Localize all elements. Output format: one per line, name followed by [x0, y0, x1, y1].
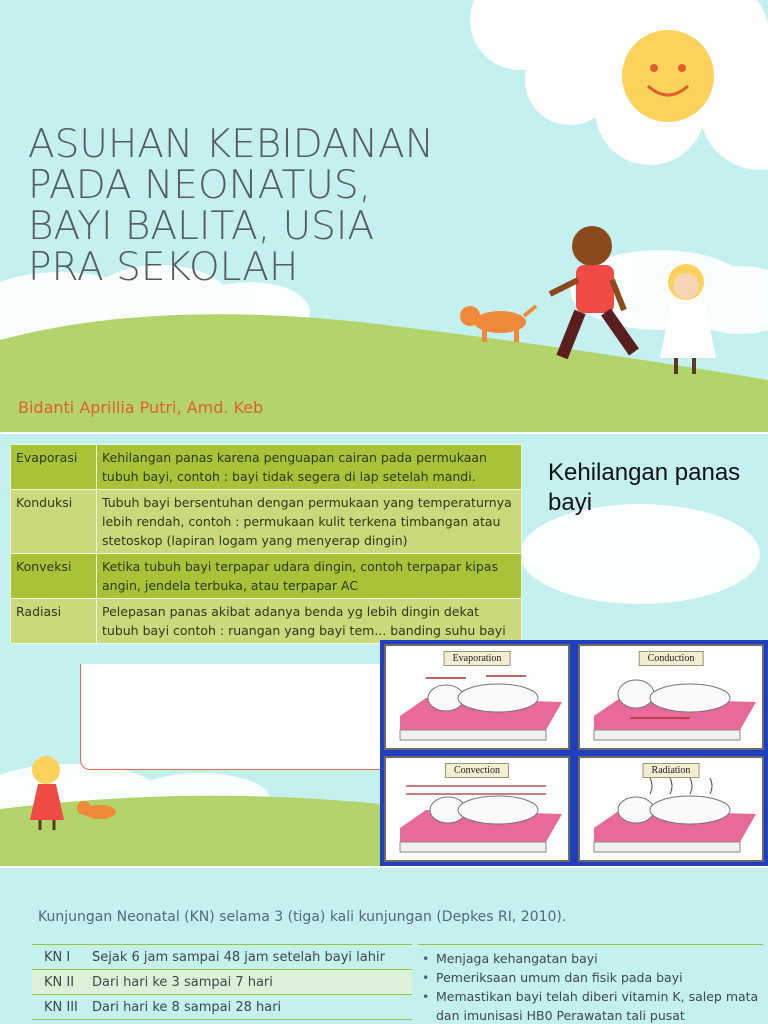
photo-label: Radiation — [643, 763, 700, 778]
visit-code: KN III — [32, 995, 86, 1020]
table-row — [11, 554, 522, 599]
list-item: • Menjaga kehangatan bayi — [418, 949, 763, 968]
title-line: ASUHAN KEBIDANAN — [28, 122, 434, 167]
table-row — [32, 945, 412, 970]
term-cell: Evaporasi — [11, 445, 97, 490]
visit-description: Sejak 6 jam sampai 48 jam setelah bayi lahir — [86, 945, 412, 970]
care-bullet-list — [418, 944, 763, 1024]
term-cell: Radiasi — [11, 599, 97, 644]
cloud-top-right — [470, 0, 768, 170]
table-row — [11, 599, 522, 644]
photo-label: Convection — [445, 763, 509, 778]
heat-loss-photo-panel — [380, 640, 768, 866]
presentation-title — [28, 124, 468, 288]
description-cell: Pelepasan panas akibat adanya benda yg lebih dingin dekat tubuh bayi contoh : ruangan yang bayi tem... banding suhu bayi — [97, 599, 522, 644]
intro-text: Kunjungan Neonatal (KN) selama 3 (tiga) kali kunjungan (Depkes RI, 2010). — [38, 909, 567, 925]
table-row — [11, 490, 522, 554]
description-cell: Tubuh bayi bersentuhan dengan permukaan yang temperaturnya lebih rendah, contoh : permukaan kulit terkena timbangan atau stetoskop (lapiran logam yang menyerap dingin) — [97, 490, 522, 554]
photo-evaporation — [384, 644, 570, 750]
table-row — [32, 970, 412, 995]
author-subtitle: Bidanti Aprillia Putri, Amd. Keb — [18, 398, 264, 417]
heat-loss-table — [10, 444, 522, 644]
title-slide — [0, 0, 768, 432]
visit-description: Dari hari ke 8 sampai 28 hari — [86, 995, 412, 1020]
photo-radiation — [578, 756, 764, 862]
list-item: • Memastikan bayi telah diberi vitamin K, salep mata dan imunisasi HB0 Perawatan tali pusat — [418, 987, 763, 1024]
sun-icon — [622, 30, 714, 122]
photo-convection — [384, 756, 570, 862]
photo-conduction — [578, 644, 764, 750]
description-cell: Kehilangan panas karena penguapan cairan pada permukaan tubuh bayi, contoh : bayi tidak segera di lap setelah mandi. — [97, 445, 522, 490]
heat-loss-slide — [0, 434, 768, 866]
visit-code: KN II — [32, 970, 86, 995]
title-line: BAYI BALITA, USIA — [28, 204, 375, 249]
title-line: PADA NEONATUS, — [28, 163, 371, 208]
visit-code: KN I — [32, 945, 86, 970]
table-row — [32, 995, 412, 1020]
photo-label: Conduction — [639, 651, 704, 666]
visit-schedule-table — [32, 944, 412, 1020]
table-row — [11, 445, 522, 490]
list-item: • Pemeriksaan umum dan fisik pada bayi — [418, 968, 763, 987]
visit-description: Dari hari ke 3 sampai 7 hari — [86, 970, 412, 995]
term-cell: Konveksi — [11, 554, 97, 599]
photo-label: Evaporation — [444, 651, 511, 666]
description-cell: Ketika tubuh bayi terpapar udara dingin, contoh terpapar kipas angin, jendela terbuka, atau terpapar AC — [97, 554, 522, 599]
slide-heading: Kehilangan panas bayi — [548, 459, 741, 516]
title-line: PRA SEKOLAH — [28, 245, 299, 290]
neonatal-visit-slide — [0, 868, 768, 1024]
term-cell: Konduksi — [11, 490, 97, 554]
